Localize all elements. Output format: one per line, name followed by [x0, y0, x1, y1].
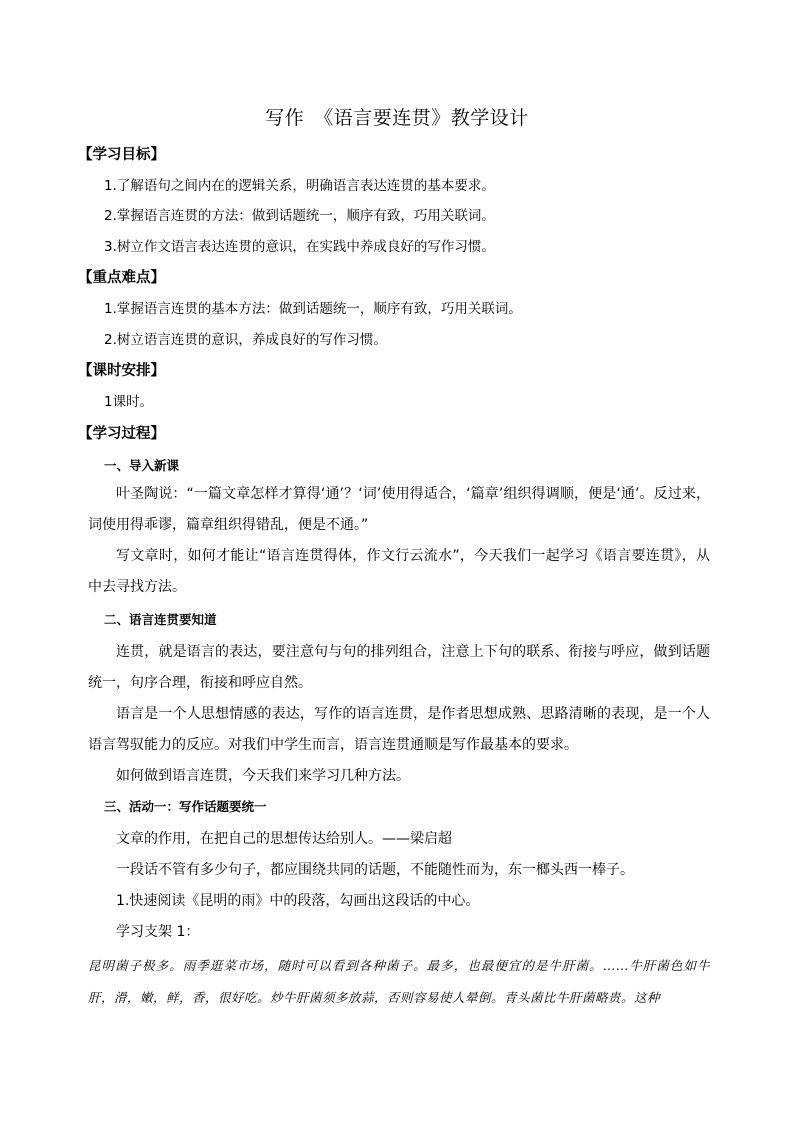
scaffold-label: 学习支架 1：: [116, 924, 200, 940]
key-point-item: 2.树立语言连贯的意识，养成良好的写作习惯。: [104, 332, 387, 348]
process-heading: 【学习过程】: [78, 426, 165, 442]
objectives-heading: 【学习目标】: [78, 147, 165, 163]
part2-heading: 二、语言连贯要知道: [104, 612, 217, 627]
part3-paragraph: 1.快速阅读《昆明的雨》中的段落，勾画出这段话的中心。: [116, 893, 480, 909]
key-points-heading: 【重点难点】: [78, 270, 165, 286]
part3-paragraph: 文章的作用，在把自己的思想传达给别人。——梁启超: [116, 831, 452, 847]
schedule-heading: 【课时安排】: [78, 363, 165, 379]
schedule-text: 1课时。: [104, 394, 154, 410]
part2-paragraph: 如何做到语言连贯，今天我们来学习几种方法。: [116, 768, 410, 784]
part1-paragraph: 写文章时，如何才能让“语言连贯得体，作文行云流水”，今天我们一起学习《语言要连贯》，从中去寻找方法。: [88, 548, 710, 595]
part2-paragraph: 语言是一个人思想情感的表达，写作的语言连贯，是作者思想成熟、思路清晰的表现，是一个人语言驾驭能力的反应。对我们中学生而言，语言连贯通顺是写作最基本的要求。: [88, 706, 710, 753]
key-point-item: 1.掌握语言连贯的基本方法：做到话题统一，顺序有致，巧用关联词。: [104, 301, 522, 317]
document-title: 写作 《语言要连贯》教学设计: [265, 107, 529, 129]
objective-item: 2.掌握语言连贯的方法：做到话题统一，顺序有致，巧用关联词。: [104, 208, 495, 224]
part3-paragraph: 一段话不管有多少句子，都应围绕共同的话题，不能随性而为，东一榔头西一棒子。: [116, 862, 634, 878]
part1-paragraph: 叶圣陶说：“一篇文章怎样才算得‘通’？‘词’使用得适合，‘篇章’组织得调顺，便是‘通’。反过来，词使用得乖谬，篇章组织得错乱，便是不通。”: [88, 486, 710, 533]
part3-heading: 三、活动一：写作话题要统一: [104, 799, 267, 814]
part2-paragraph: 连贯，就是语言的表达，要注意句与句的排列组合，注意上下句的联系、衔接与呼应，做到话题统一，句序合理，衔接和呼应自然。: [88, 644, 710, 691]
objective-item: 3.树立作文语言表达连贯的意识，在实践中养成良好的写作习惯。: [104, 239, 495, 255]
part1-heading: 一、导入新课: [104, 458, 180, 473]
objective-item: 1.了解语句之间内在的逻辑关系，明确语言表达连贯的基本要求。: [104, 178, 495, 194]
reading-excerpt: 昆明菌子极多。雨季逛菜市场，随时可以看到各种菌子。最多，也最便宜的是牛肝菌。……牛肝菌色如牛肝，滑，嫩，鲜，香，很好吃。炒牛肝菌须多放蒜，否则容易使人晕倒。青头菌比牛肝菌略贵。这种: [88, 958, 710, 1005]
